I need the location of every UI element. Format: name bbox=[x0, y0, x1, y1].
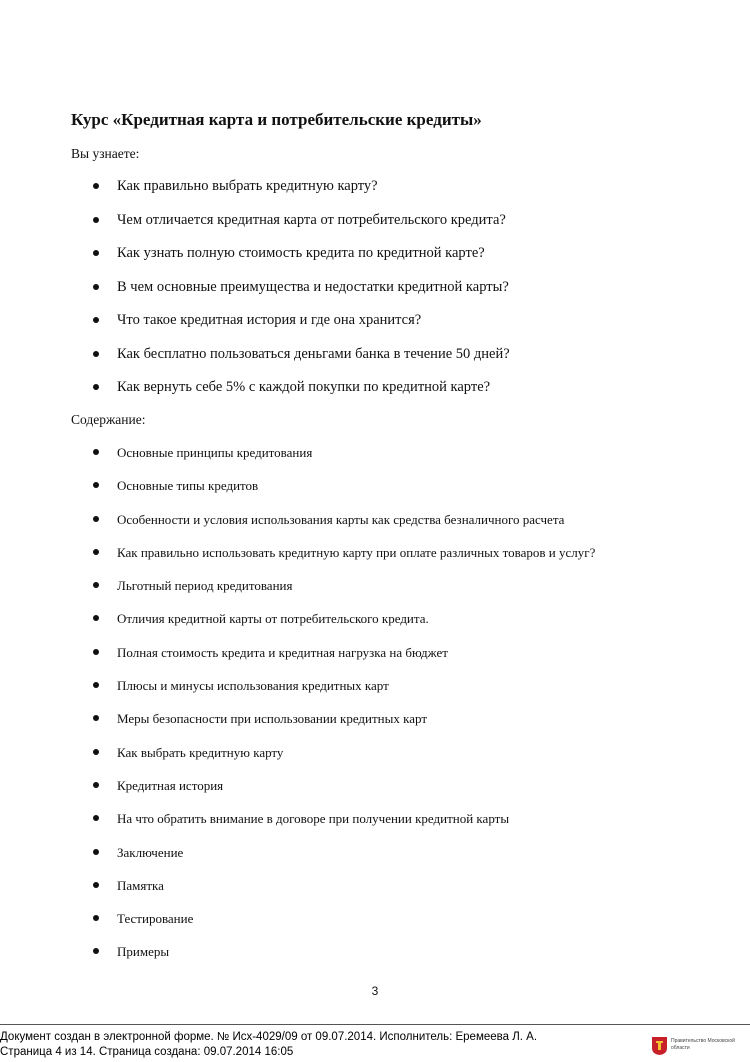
contents-item-text: Полная стоимость кредита и кредитная нагрузка на бюджет bbox=[117, 644, 448, 660]
bullet-icon bbox=[93, 749, 99, 755]
bullet-icon bbox=[93, 615, 99, 621]
contents-item-text: Тестирование bbox=[117, 911, 194, 927]
bullet-icon bbox=[93, 915, 99, 921]
bullet-icon bbox=[93, 516, 99, 522]
contents-item-text: Кредитная история bbox=[117, 777, 224, 793]
contents-item-text: Основные принципы кредитования bbox=[117, 445, 313, 460]
bullet-icon bbox=[93, 948, 99, 954]
bullet-icon bbox=[93, 449, 99, 455]
footer-page-info: Страница 4 из 14. Страница создана: 09.07.2014 16:05 bbox=[0, 1046, 294, 1058]
bullet-icon bbox=[93, 815, 99, 821]
bullet-icon bbox=[93, 284, 99, 290]
learn-item-text: Как правильно выбрать кредитную карту? bbox=[117, 178, 378, 194]
footer-document-info: Документ создан в электронной форме. № Исх-4029/09 от 09.07.2014. Исполнитель: Еремеева Л. А. bbox=[0, 1031, 538, 1043]
bullet-icon bbox=[93, 549, 99, 555]
contents-item-text: Как выбрать кредитную карту bbox=[117, 744, 284, 760]
bullet-icon bbox=[93, 782, 99, 788]
government-logo bbox=[652, 1035, 744, 1059]
page-number: 3 bbox=[371, 984, 379, 998]
contents-item-text: Основные типы кредитов bbox=[117, 478, 259, 494]
moscow-oblast-emblem-icon bbox=[652, 1037, 667, 1055]
intro-label: Вы узнаете: bbox=[71, 146, 140, 161]
bullet-icon bbox=[93, 317, 99, 323]
learn-item-text: Что такое кредитная история и где она хранится? bbox=[117, 312, 422, 328]
learn-item-text: В чем основные преимущества и недостатки кредитной карты? bbox=[117, 278, 509, 295]
contents-item-text: На что обратить внимание в договоре при получении кредитной карты bbox=[117, 811, 510, 827]
contents-item-text: Как правильно использовать кредитную карту при оплате различных товаров и услуг? bbox=[117, 544, 596, 560]
contents-item-text: Памятка bbox=[117, 877, 164, 893]
bullet-icon bbox=[93, 849, 99, 855]
learn-item-text: Чем отличается кредитная карта от потребительского кредита? bbox=[117, 211, 506, 228]
contents-item-text: Особенности и условия использования карты как средства безналичного расчета bbox=[117, 511, 565, 527]
bullet-icon bbox=[93, 682, 99, 688]
contents-item-text: Примеры bbox=[117, 944, 170, 960]
bullet-icon bbox=[93, 183, 99, 189]
bullet-icon bbox=[93, 351, 99, 357]
bullet-icon bbox=[93, 482, 99, 488]
contents-item-text: Льготный период кредитования bbox=[117, 578, 293, 594]
bullet-icon bbox=[93, 649, 99, 655]
bullet-icon bbox=[93, 715, 99, 721]
contents-item-text: Отличия кредитной карты от потребительского кредита. bbox=[117, 611, 429, 627]
learn-item-text: Как узнать полную стоимость кредита по кредитной карте? bbox=[117, 245, 485, 261]
document-footer bbox=[0, 1024, 750, 1062]
logo-caption: Правительство Московской области bbox=[671, 1038, 735, 1051]
bullet-icon bbox=[93, 582, 99, 588]
bullet-icon bbox=[93, 882, 99, 888]
contents-item-text: Плюсы и минусы использования кредитных карт bbox=[117, 678, 389, 694]
learn-item-text: Как бесплатно пользоваться деньгами банка в течение 50 дней? bbox=[117, 345, 510, 362]
bullet-icon bbox=[93, 217, 99, 223]
contents-label: Содержание: bbox=[71, 412, 146, 427]
contents-item-text: Заключение bbox=[117, 844, 184, 860]
bullet-icon bbox=[93, 250, 99, 256]
bullet-icon bbox=[93, 384, 99, 390]
learn-item-text: Как вернуть себе 5% с каждой покупки по кредитной карте? bbox=[117, 379, 491, 395]
document-title: Курс «Кредитная карта и потребительские кредиты» bbox=[71, 110, 482, 129]
contents-item-text: Меры безопасности при использовании кредитных карт bbox=[117, 711, 428, 727]
